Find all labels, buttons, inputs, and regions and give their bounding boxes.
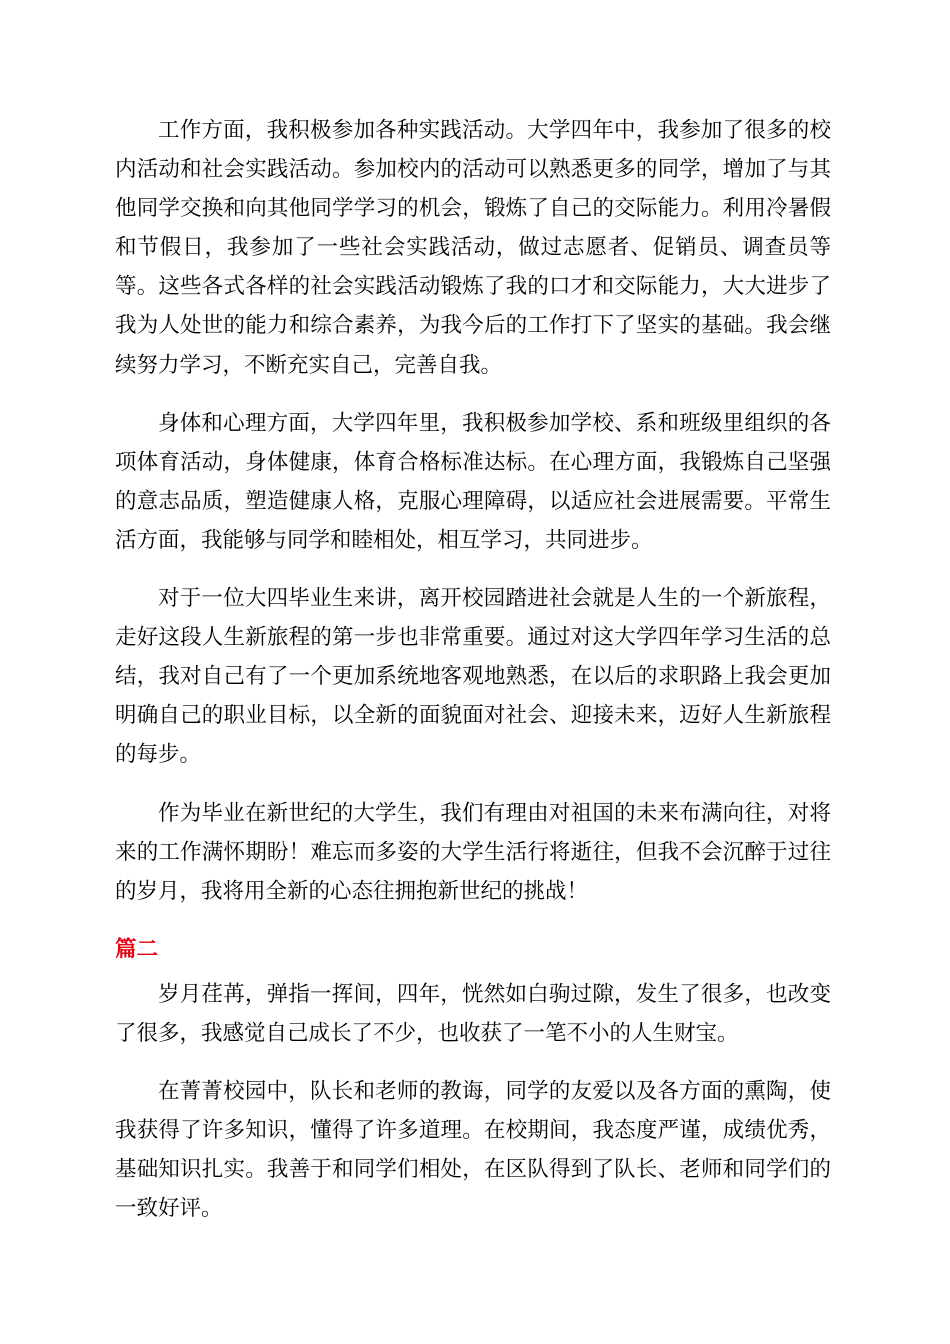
paragraph-four-years: 岁月荏苒，弹指一挥间，四年，恍然如白驹过隙，发生了很多，也改变了很多，我感觉自己成长了不少，也收获了一笔不小的人生财宝。 (115, 981, 831, 1046)
paragraph-health: 身体和心理方面，大学四年里，我积极参加学校、系和班级里组织的各项体育活动，身体健康，体育合格标准达标。在心理方面，我锻炼自己坚强的意志品质，塑造健康人格，克服心理障碍，以适应社会进展需要。平常生活方面，我能够与同学和睦相处，相互学习，共同进步。 (115, 410, 831, 553)
section-heading: 篇二 (115, 936, 159, 962)
paragraph-new-century: 作为毕业在新世纪的大学生，我们有理由对祖国的未来布满向往，对将来的工作满怀期盼！难忘而多姿的大学生活行将逝往，但我不会沉醉于过往的岁月，我将用全新的心态往拥抱新世纪的挑战！ (115, 800, 831, 904)
paragraph-campus: 在菁菁校园中，队长和老师的教诲，同学的友爱以及各方面的熏陶，使我获得了许多知识，懂得了许多道理。在校期间，我态度严谨，成绩优秀，基础知识扎实。我善于和同学们相处，在区队得到了队长、老师和同学们的一致好评。 (115, 1078, 831, 1222)
paragraph-work: 工作方面，我积极参加各种实践活动。大学四年中，我参加了很多的校内活动和社会实践活动。参加校内的活动可以熟悉更多的同学，增加了与其他同学交换和向其他同学学习的机会，锻炼了自己的交际能力。利用冷暑假和节假日，我参加了一些社会实践活动，做过志愿者、促销员、调查员等等。这些各式各样的社会实践活动锻炼了我的口才和交际能力，大大进步了我为人处世的能力和综合素养，为我今后的工作打下了坚实的基础。我会继续努力学习，不断充实自己，完善自我。 (115, 118, 831, 378)
paragraph-graduate-journey: 对于一位大四毕业生来讲，离开校园踏进社会就是人生的一个新旅程，走好这段人生新旅程的第一步也非常重要。通过对这大学四年学习生活的总结，我对自己有了一个更加系统地客观地熟悉，在以后的求职路上我会更加明确自己的职业目标，以全新的面貌面对社会、迎接未来，迈好人生新旅程的每步。 (115, 586, 831, 768)
document-page (115, 111, 831, 1228)
